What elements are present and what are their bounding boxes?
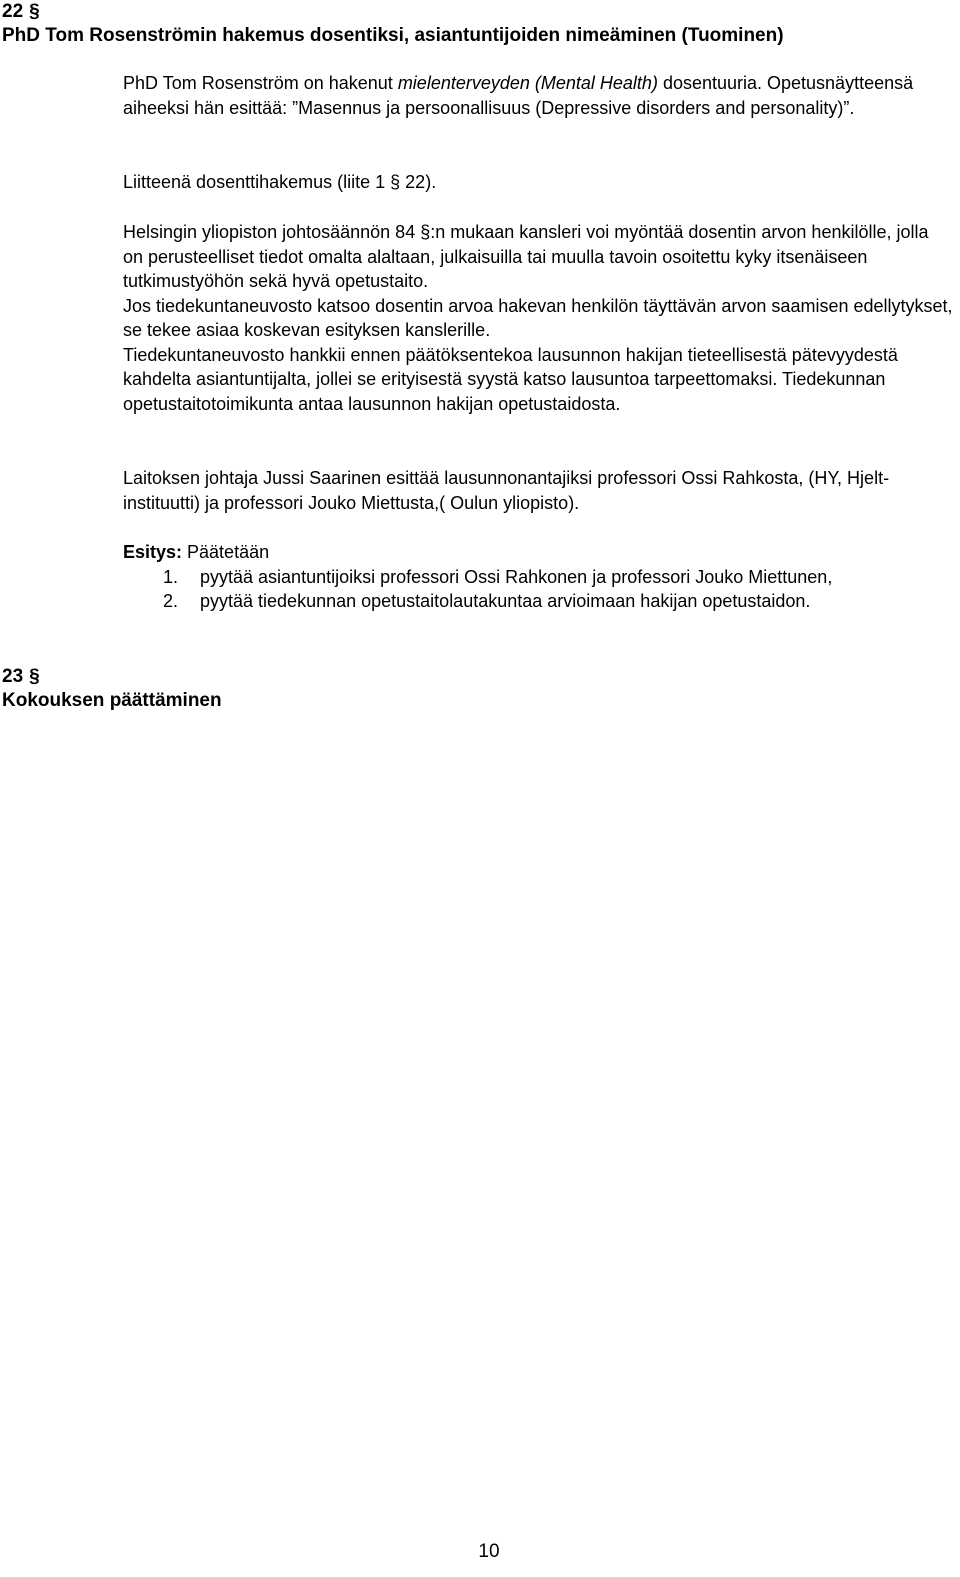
section-sign: § (29, 1, 40, 22)
decision-label: Esitys: (123, 542, 183, 562)
attachment-text-end: 22). (400, 172, 437, 192)
page-number: 10 (478, 1541, 500, 1562)
intro-text-start: PhD Tom Rosenström on hakenut (123, 73, 398, 93)
list-item (123, 589, 953, 614)
item-number: 22 (2, 1, 24, 22)
regulation-paragraph-3: Tiedekuntaneuvosto hankkii ennen päätöksentekoa lausunnon hakijan tieteellisestä pätevyydestä kahdelta asiantuntijalta, jollei se erityisestä syystä katso lausuntoa tarpeettomaksi. Tiedekunnan opetustaitotoimikunta antaa lausunnon hakijan opetustaidosta. (123, 344, 898, 414)
list-item-text: pyytää asiantuntijoiksi professori Ossi Rahkonen ja professori Jouko Miettunen, (200, 566, 833, 587)
decision-list (123, 565, 953, 614)
item-22-number-line (2, 0, 784, 24)
attachment-text-start: Liitteenä dosenttihakemus (liite 1 (123, 172, 391, 192)
decision-text: Päätetään (182, 542, 270, 562)
decision-heading (123, 540, 953, 565)
regulation-text-start: Helsingin yliopiston johtosäännön 84 (123, 222, 421, 242)
intro-text-end: dosentuuria. Opetusnäytteensä aiheeksi hän esittää: ”Masennus ja persoonallisuus (Depressive disorders and personality)”. (123, 73, 914, 118)
section-sign: § (29, 666, 40, 687)
list-item-number: 2. (163, 591, 179, 611)
intro-text-italic: mielenterveyden (Mental Health) (397, 73, 658, 93)
item-title: PhD Tom Rosenströmin hakemus dosentiksi, asiantuntijoiden nimeäminen (Tuominen) (2, 25, 784, 46)
regulation-text (123, 220, 953, 416)
list-item-number: 1. (163, 566, 179, 587)
proposal-text: Laitoksen johtaja Jussi Saarinen esittää lausunnonantajiksi professori Ossi Rahkosta, (HY, Hjelt-instituutti) ja professori Jouko Miettusta,( Oulun yliopisto). (123, 468, 890, 513)
regulation-paragraph-2: Jos tiedekuntaneuvosto katsoo dosentin arvoa hakevan henkilön täyttävän arvon saamisen edellytykset, se tekee asiaa koskevan esityksen kanslerille. (123, 295, 953, 340)
regulation-paragraph-1 (123, 220, 953, 294)
intro-paragraph (123, 71, 953, 120)
list-item (123, 565, 953, 590)
regulation-text-end: :n mukaan kansleri voi myöntää dosentin arvon henkilölle, jolla on perusteelliset tiedot omalta alaltaan, julkaisuilla tai muulla tavoin osoitettu kyky itsenäiseen tutkimustyöhön sekä hyvä opetustaito. (123, 222, 929, 291)
item-22-header (2, 0, 784, 48)
proposal-paragraph (123, 466, 953, 515)
list-item-text: pyytää tiedekunnan opetustaitolautakuntaa arvioimaan hakijan opetustaidon. (200, 591, 811, 611)
item-number: 23 (2, 666, 24, 687)
item-title: Kokouksen päättäminen (2, 690, 222, 711)
item-23-header (2, 665, 222, 713)
item-23-number-line (2, 665, 222, 689)
section-sign: § (390, 172, 401, 192)
attachment-line (123, 170, 953, 195)
section-sign: § (420, 222, 431, 242)
decision-block (123, 540, 953, 614)
